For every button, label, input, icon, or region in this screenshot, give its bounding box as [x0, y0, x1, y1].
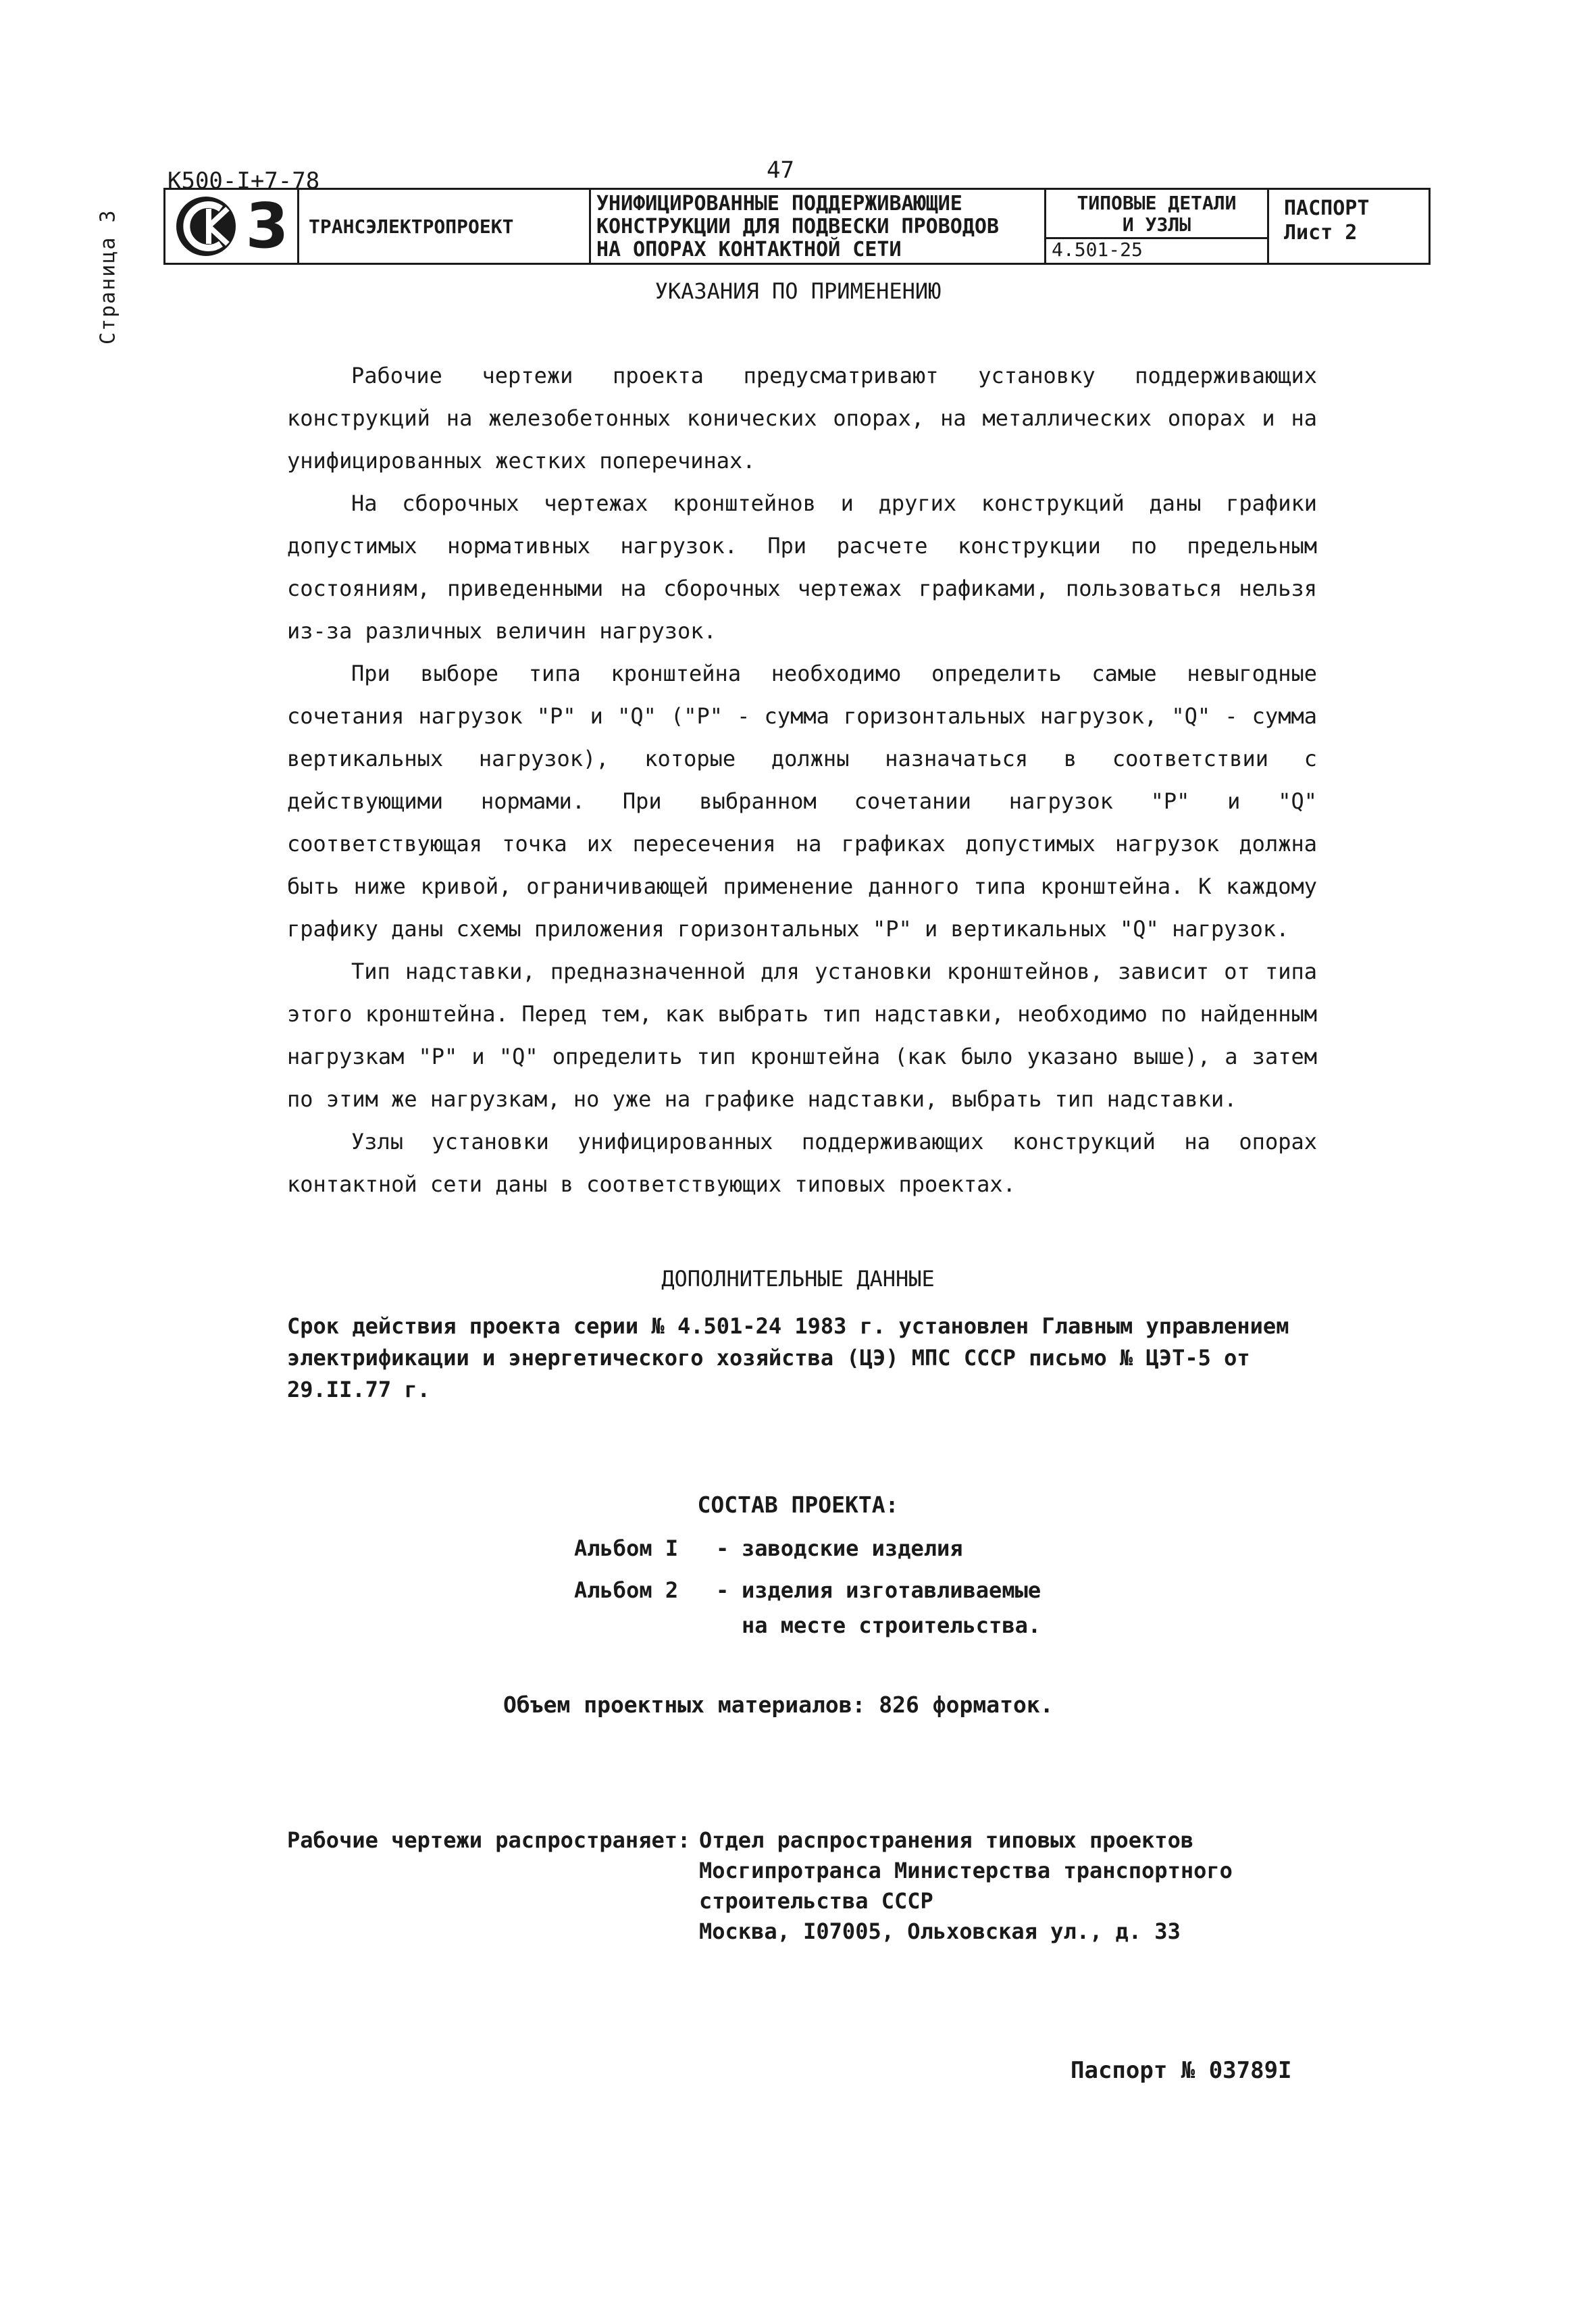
side-page-label: Страница 3 — [96, 209, 120, 345]
paragraph: Тип надставки, предназначенной для установки кронштейнов, зависит от типа этого кронштейна. Перед тем, как выбрать тип надставки, необходимо по найденным нагрузкам "Р" и "Q" определить тип кронштейна (как было указано выше), а затем по этим же нагрузкам, но уже на графике надставки, выбрать тип надставки. — [287, 959, 1317, 1112]
section-heading-composition: СОСТАВ ПРОЕКТА: — [697, 1492, 899, 1518]
passport-number: Паспорт № 03789I — [1071, 2057, 1292, 2084]
document-code: К500-I+7-78 — [168, 168, 320, 195]
album-item — [574, 1531, 1041, 1566]
logo-cell — [165, 190, 299, 263]
album-label: Альбом I — [574, 1535, 679, 1561]
ck-logo-icon — [174, 194, 241, 259]
project-title-cell — [591, 190, 1046, 263]
distributor-block — [287, 1825, 1233, 1947]
sheet-label: Лист 2 — [1284, 221, 1358, 245]
album-description: заводские изделия — [742, 1535, 963, 1561]
album-dash: - — [716, 1577, 729, 1603]
additional-data-text: Срок действия проекта серии № 4.501-24 1983 г. установлен Главным управлением электрификации и энергетического хозяйства (ЦЭ) МПС СССР письмо № ЦЭТ-5 от 29.II.77 г. — [287, 1313, 1289, 1402]
page-number: 47 — [767, 157, 794, 184]
series-title-line: ТИПОВЫЕ ДЕТАЛИ — [1077, 192, 1237, 214]
project-title-line: КОНСТРУКЦИИ ДЛЯ ПОДВЕСКИ ПРОВОДОВ — [596, 215, 1000, 238]
project-title-line: НА ОПОРАХ КОНТАКТНОЙ СЕТИ — [596, 238, 902, 261]
paragraph: Рабочие чертежи проекта предусматривают установку поддерживающих конструкций на железобетонных конических опорах, на металлических опорах и на унифицированных жестких поперечинах. — [287, 363, 1317, 474]
distributor-address — [699, 1825, 1233, 1947]
project-title-line: УНИФИЦИРОВАННЫЕ ПОДДЕРЖИВАЮЩИЕ — [596, 192, 962, 215]
section-heading-additional: ДОПОЛНИТЕЛЬНЫЕ ДАННЫЕ — [661, 1266, 935, 1292]
distributor-line: Москва, I07005, Ольховская ул., д. 33 — [699, 1918, 1181, 1944]
album-list — [574, 1531, 1041, 1643]
distributor-line: строительства СССР — [699, 1888, 933, 1914]
organization-cell — [299, 190, 591, 263]
album-dash: - — [716, 1535, 729, 1561]
organization-name: ТРАНСЭЛЕКТРОПРОЕКТ — [309, 215, 514, 238]
distributor-line: Отдел распространения типовых проектов — [699, 1827, 1194, 1853]
distributor-label: Рабочие чертежи распространяет: — [287, 1827, 691, 1853]
application-text — [287, 355, 1317, 1206]
paragraph: При выборе типа кронштейна необходимо определить самые невыгодные сочетания нагрузок "Р" и "Q" ("Р" - сумма горизонтальных нагрузок, "Q" - сумма вертикальных нагрузок), которые должны назначаться в соответствии с действующими нормами. При выбранном сочетании нагрузок "Р" и "Q" соответствующая точка их пересечения на графиках допустимых нагрузок должна быть ниже кривой, ограничивающей применение данного типа кронштейна. К каждому графику даны схемы приложения горизонтальных "Р" и вертикальных "Q" нагрузок. — [287, 661, 1317, 942]
album-item — [574, 1573, 1041, 1643]
series-cell — [1046, 190, 1269, 263]
title-block-stamp — [163, 188, 1431, 265]
distributor-line: Мосгипротранса Министерства транспортного — [699, 1858, 1233, 1883]
album-label: Альбом 2 — [574, 1577, 679, 1603]
logo-digit: 3 — [245, 190, 289, 262]
series-title-line: И УЗЛЫ — [1122, 213, 1191, 236]
paragraph: Узлы установки унифицированных поддерживающих конструкций на опорах контактной сети даны в соответствующих типовых проектах. — [287, 1129, 1317, 1197]
project-volume: Объем проектных материалов: 826 форматок. — [503, 1692, 1054, 1718]
section-heading-application: УКАЗАНИЯ ПО ПРИМЕНЕНИЮ — [654, 278, 942, 304]
series-number: 4.501-25 — [1046, 237, 1267, 261]
paragraph: На сборочных чертежах кронштейнов и других конструкций даны графики допустимых нормативных нагрузок. При расчете конструкции по предельным состояниям, приведенными на сборочных чертежах графиками, пользоваться нельзя из-за различных величин нагрузок. — [287, 490, 1317, 644]
album-description: изделия изготавливаемые на месте строительства. — [742, 1577, 1041, 1638]
passport-label: ПАСПОРТ — [1284, 197, 1370, 220]
passport-cell — [1269, 190, 1428, 263]
